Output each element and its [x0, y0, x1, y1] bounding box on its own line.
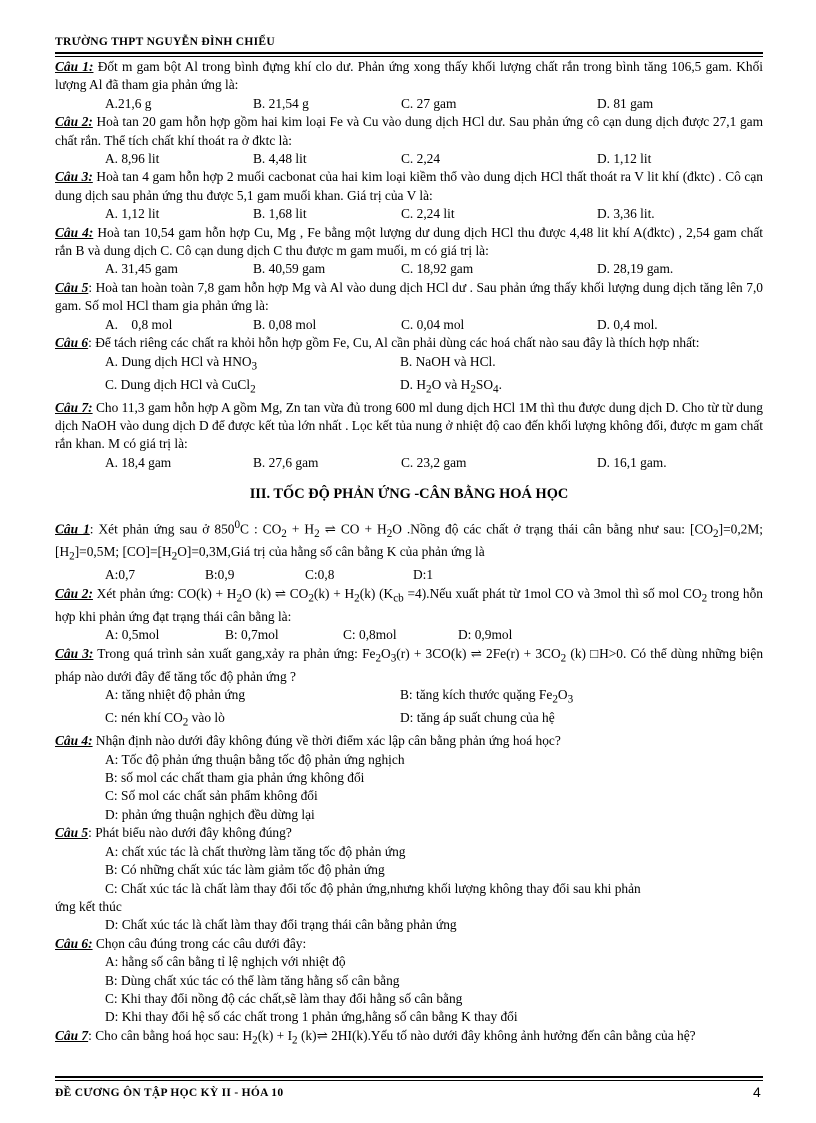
option-a: A. 31,45 gam — [105, 261, 178, 277]
question-label: Câu 7: — [55, 399, 93, 415]
option-c: C. 18,92 gam — [401, 261, 474, 277]
question-label: Câu 5 — [55, 825, 89, 841]
question-2-options — [55, 150, 763, 168]
option-b: B:0,9 — [205, 567, 235, 583]
question-text: : Phát biểu nào dưới đây không đúng? — [88, 825, 292, 841]
option-d: D: Khi thay đổi hệ số các chất trong 1 phản ứng,hằng số cân bằng K thay đổi — [105, 1009, 518, 1025]
option-b: B: Dùng chất xúc tác có thể làm tăng hằng số cân bằng — [105, 972, 400, 988]
section3-question-3: Câu 3: Trong quá trình sản xuất gang,xảy ra phản ứng: $Fe_2O_3(r) + 3CO(k)$ ⇌ $2Fe(r) + 3CO_2$ (k) □H>0. Có thể dùng những biện pháp nào dưới đây để tăng tốc độ phản ứng ? — [55, 645, 764, 684]
option-c: C: Số mol các chất sản phẩm không đổi — [105, 788, 318, 804]
question-label: Câu 1: — [55, 59, 94, 74]
option-c: C. 0,04 mol — [401, 316, 465, 332]
option-b: B. 0,08 mol — [253, 316, 317, 332]
option-d: D. 28,19 gam. — [597, 261, 674, 277]
option-d: D: 0,9mol — [458, 627, 513, 643]
option-d: D. 0,4 mol. — [597, 316, 658, 332]
option-a: A. 8,96 lit — [105, 151, 160, 167]
option-b: B. 40,59 gam — [253, 261, 326, 277]
page-number: 4 — [753, 1084, 761, 1100]
question-text: Hoà tan 4 gam hỗn hợp 2 muối cacbonat của hai kim loại kiềm thổ vào dung dịch HCl thất thoát ra V lit khí (đktc) . Cô cạn dung dịch sau phản ứng thu được 5,1 gam muối khan. Giá trị của V là: — [55, 169, 763, 203]
option-b: B. 1,68 lit — [253, 206, 307, 222]
section3-question-1: Câu 1: Xét phản ứng sau ở $850^0C$ : $CO_2 + H_2$ ⇌ CO + $H_2O$ .Nồng độ các chất ở trạng thái cân bằng như sau: $[CO_2]=0,2M;[H_2]=0,5M$; $[CO]=[H_2O]=0,3M,Giá$ trị của hằng số cân bằng K của phản ứng là — [55, 518, 764, 563]
header-rule-thin — [55, 56, 763, 57]
question-1-options — [55, 95, 763, 113]
question-text: Cho 11,3 gam hỗn hợp A gồm Mg, Zn tan vừa đủ trong 600 ml dung dịch HCl 1M thì thu được dung dịch D. Cho từ từ dung dịch NaOH vào dung dịch D để được kết tủa lớn nhất . Lọc kết tủa nung ở nhiệt độ cao đến khối lượng không đổi, được m gam chất rắn khan. M có giá trị là: — [55, 399, 764, 452]
option-b: B: Có những chất xúc tác làm giảm tốc độ phản ứng — [105, 862, 385, 878]
section3-question-3-options — [55, 686, 763, 732]
option-d: D. 16,1 gam. — [597, 454, 667, 470]
question-text: Hoà tan 10,54 gam hỗn hợp Cu, Mg , Fe bằng một lượng dư dung dịch HCl thu được 4,48 lit khí A(đktc) , 2,54 gam chất rắn B và dung dịch C. Cô cạn dung dịch C thu được m gam muối, m có giá trị là: — [55, 224, 763, 259]
option-a: A: hằng số cân bằng tỉ lệ nghịch với nhiệt độ — [105, 954, 346, 970]
option-d: D:1 — [413, 567, 434, 583]
question-5 — [55, 279, 763, 316]
section3-question-5 — [55, 824, 763, 842]
option-b: B: tăng kích thước quặng $Fe_2O_3$ — [400, 687, 574, 706]
option-b: B. 27,6 gam — [253, 454, 319, 470]
option-d: D. $H_2O$ và $H_2SO_4$. — [400, 376, 502, 396]
question-text: Đốt m gam bột Al trong bình đựng khí clo dư. Phản ứng xong thấy khối lượng chất rắn trong bình tăng 106,5 gam. Khối lượng Al đã tham gia phản ứng là: — [55, 59, 764, 93]
option-a: A: Tốc độ phản ứng thuận bằng tốc độ phản ứng nghịch — [105, 751, 405, 767]
footer-rule-thin — [55, 1080, 763, 1081]
section3-question-7: Câu 7: Cho cân bằng hoá học sau: $H_2(k) + I_2$ (k)⇌ 2HI(k).Yếu tố nào dưới đây không ảnh hưởng đến cân bằng của hệ? — [55, 1027, 696, 1047]
option-a: A. 0,8 mol — [105, 316, 173, 332]
footer-title: ĐỀ CƯƠNG ÔN TẬP HỌC KỲ II - HÓA 10 — [55, 1087, 284, 1099]
option-c: C: 0,8mol — [343, 627, 397, 643]
option-c: C:0,8 — [305, 567, 335, 583]
section3-question-2: Câu 2: Xét phản ứng: $CO(k) + H_2O$ (k) ⇌ $CO_2(k) + H_2(k)$ ($K_{cb}$ =4).Nếu xuất phát từ 1mol CO và 3mol thì số mol $CO_2$ trong hỗn hợp khi phản ứng đạt trạng thái cân bằng là: — [55, 585, 763, 624]
option-b: B: 0,7mol — [225, 627, 279, 643]
option-c: C. 2,24 — [401, 151, 441, 167]
section3-question-6 — [55, 935, 763, 953]
question-label: Câu 4: — [55, 733, 93, 749]
question-4-options — [55, 260, 763, 278]
header-rule — [55, 52, 763, 54]
option-c: C. 2,24 lit — [401, 206, 455, 222]
section-title: III. TỐC ĐỘ PHẢN ỨNG -CÂN BẰNG HOÁ HỌC — [249, 486, 569, 503]
header-school: TRƯỜNG THPT NGUYỄN ĐÌNH CHIỂU — [55, 36, 275, 48]
section3-question-1-options — [55, 566, 763, 584]
option-a: A. 18,4 gam — [105, 454, 172, 470]
question-text: Chọn câu đúng trong các câu dưới đây: — [92, 935, 307, 951]
option-a: A.21,6 g — [105, 95, 152, 111]
question-label: Câu 1 — [55, 521, 90, 537]
section3-question-4 — [55, 732, 763, 750]
question-label: Câu 4: — [55, 224, 94, 240]
question-text: : Hoà tan hoàn toàn 7,8 gam hỗn hợp Mg và Al vào dung dịch HCl dư . Sau phản ứng thấy khối lượng dung dịch tăng lên 7,0 gam. Số mol HCl tham gia phản ứng là: — [55, 279, 763, 314]
option-c: C. Dung dịch HCl và CuCl$_2$ — [105, 376, 256, 396]
question-label: Câu 6 — [55, 335, 89, 351]
option-c: C. 27 gam — [401, 95, 457, 111]
question-4 — [55, 224, 763, 261]
option-a: A: tăng nhiệt độ phản ứng — [105, 687, 246, 703]
question-text: Hoà tan 20 gam hỗn hợp gồm hai kim loại Fe và Cu vào dung dịch HCl dư. Sau phản ứng cô cạn dung dịch được 27,1 gam chất rắn. Thể tích chất khí thoát ra ở đktc là: — [55, 114, 763, 148]
option-d: D: phản ứng thuận nghịch đều dừng lại — [105, 806, 315, 822]
question-label: Câu 2: — [55, 114, 93, 130]
question-label: Câu 6: — [55, 935, 93, 951]
option-d: D. 1,12 lit — [597, 151, 652, 167]
option-c: C: Chất xúc tác là chất làm thay đổi tốc độ phản ứng,nhưng khối lượng không thay đổi sau khi phản — [105, 880, 641, 896]
question-label: Câu 2: — [55, 585, 93, 601]
option-b: B. 4,48 lit — [253, 151, 307, 167]
option-b: B: số mol các chất tham gia phản ứng không đổi — [105, 770, 365, 786]
question-label: Câu 7 — [55, 1027, 89, 1043]
question-6 — [55, 334, 763, 352]
option-d: D. 81 gam — [597, 95, 654, 111]
question-label: Câu 3: — [55, 645, 94, 661]
question-7-options — [55, 454, 763, 472]
section3-question-2-options — [55, 626, 763, 644]
question-2 — [55, 113, 763, 150]
question-label: Câu 3: — [55, 169, 93, 185]
option-c-continued: ứng kết thúc — [55, 898, 122, 914]
option-a: A. Dung dịch HCl và $HNO_3$ — [105, 353, 258, 373]
question-label: Câu 5 — [55, 279, 89, 295]
option-c: C: nén khí $CO_2$ vào lò — [105, 710, 225, 729]
footer-rule — [55, 1076, 763, 1078]
document-body — [55, 58, 763, 1050]
question-1 — [55, 58, 763, 95]
option-b: B. NaOH và HCl. — [400, 353, 496, 369]
question-3 — [55, 168, 763, 205]
option-b: B. 21,54 g — [253, 95, 309, 111]
option-a: A. 1,12 lit — [105, 206, 160, 222]
option-c: C. 23,2 gam — [401, 454, 467, 470]
option-d: D: tăng áp suất chung của hệ — [400, 710, 555, 726]
question-3-options — [55, 205, 763, 223]
option-a: A: 0,5mol — [105, 627, 160, 643]
option-a: A:0,7 — [105, 567, 136, 583]
option-a: A: chất xúc tác là chất thường làm tăng tốc độ phản ứng — [105, 843, 406, 859]
question-7 — [55, 399, 763, 454]
question-text: : Để tách riêng các chất ra khỏi hỗn hợp gồm Fe, Cu, Al cần phải dùng các hoá chất nào sau đây là thích hợp nhất: — [88, 335, 700, 351]
question-5-options — [55, 316, 763, 334]
option-c: C: Khi thay đổi nồng độ các chất,sẽ làm thay đổi hằng số cân bằng — [105, 990, 463, 1006]
question-6-options — [55, 353, 763, 399]
question-text: Nhận định nào dưới đây không đúng về thời điểm xác lập cân bằng phản ứng hoá học? — [92, 733, 561, 749]
option-d: D. 3,36 lit. — [597, 206, 655, 222]
option-d: D: Chất xúc tác là chất làm thay đổi trạng thái cân bằng phản ứng — [105, 917, 457, 933]
